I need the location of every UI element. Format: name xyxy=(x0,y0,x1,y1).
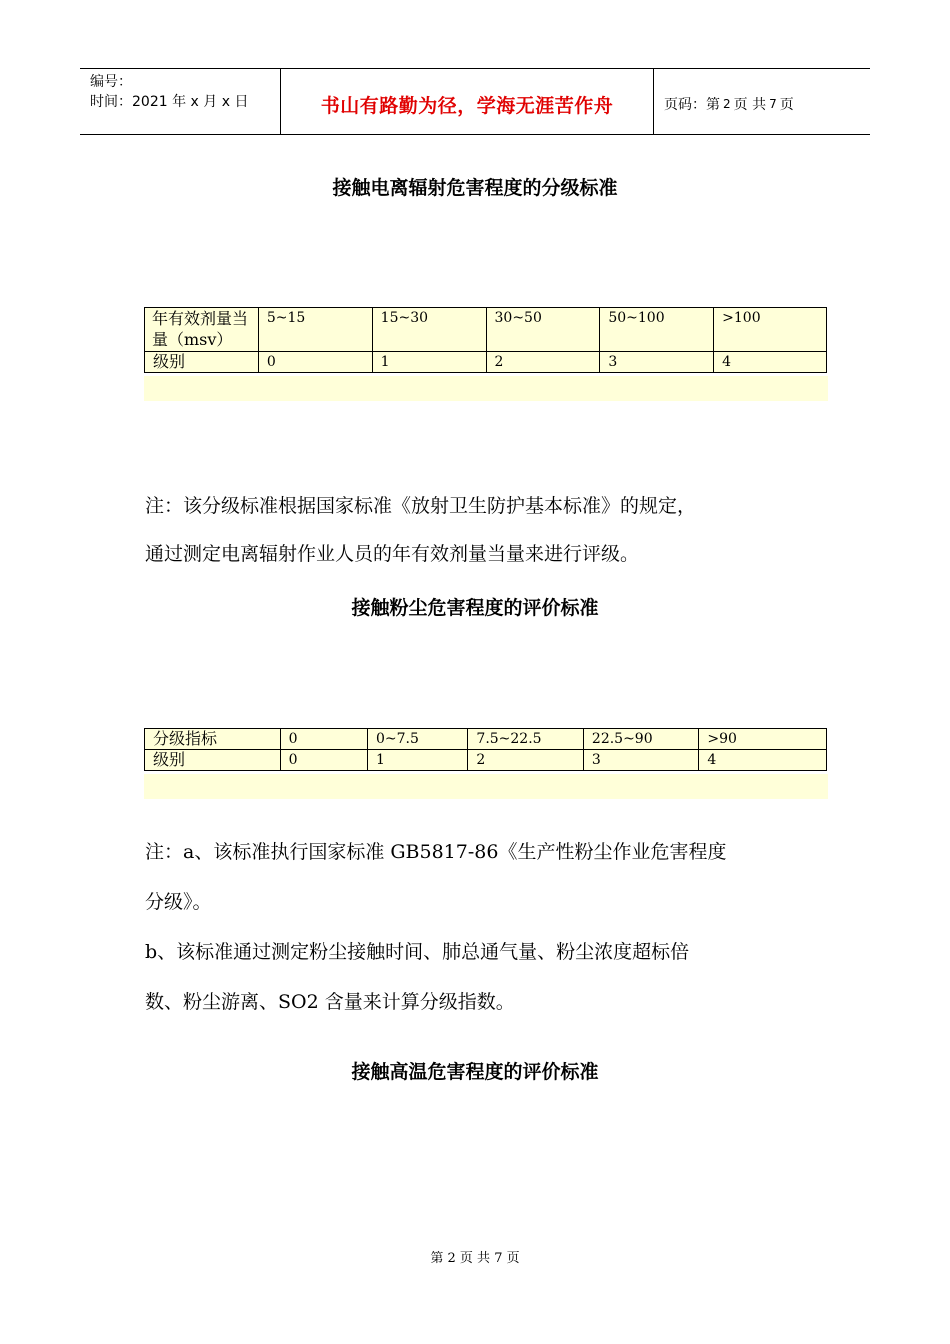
note-line: 注：该分级标准根据国家标准《放射卫生防护基本标准》的规定， xyxy=(145,495,697,517)
table-cell: 级别 xyxy=(145,750,281,771)
table-cell: 分级指标 xyxy=(145,729,281,750)
table-cell: 5~15 xyxy=(258,308,372,352)
table-cell: 2 xyxy=(486,352,600,373)
table-cell: 2 xyxy=(468,750,584,771)
page-mid: 页 共 xyxy=(733,96,767,113)
note-line: 数、粉尘游离、SO2 含量来计算分级指数。 xyxy=(145,991,515,1013)
table-cell: 15~30 xyxy=(372,308,486,352)
section3-title: 接触高温危害程度的评价标准 xyxy=(351,1061,599,1083)
table-cell: 7.5~22.5 xyxy=(468,729,584,750)
table-cell: 0 xyxy=(280,750,367,771)
note-line: 注：a、该标准执行国家标准 GB5817-86《生产性粉尘作业危害程度 xyxy=(145,841,727,863)
table-cell: 级别 xyxy=(145,352,259,373)
serial-label: 编号： xyxy=(90,74,132,90)
section1-title: 接触电离辐射危害程度的分级标准 xyxy=(332,177,618,199)
note-line: 通过测定电离辐射作业人员的年有效剂量当量来进行评级。 xyxy=(145,543,640,565)
table-cell: 年有效剂量当量（msv） xyxy=(145,308,259,352)
table-cell: 1 xyxy=(367,750,467,771)
time-label: 时间：2021 年 x 月 x 日 xyxy=(90,94,249,110)
page-suffix: 页 xyxy=(779,96,794,113)
table-cell: 4 xyxy=(714,352,827,373)
note-line: 分级》。 xyxy=(145,891,212,913)
table-cell: 0 xyxy=(280,729,367,750)
table-cell: 3 xyxy=(583,750,699,771)
table-row xyxy=(145,729,827,750)
table-cell: >100 xyxy=(714,308,827,352)
table-cell: 0 xyxy=(258,352,372,373)
table-cell: 3 xyxy=(600,352,714,373)
table-cell: >90 xyxy=(699,729,827,750)
note-line: b、该标准通过测定粉尘接触时间、肺总通气量、粉尘浓度超标倍 xyxy=(145,941,690,963)
table-cell: 50~100 xyxy=(600,308,714,352)
table-cell: 22.5~90 xyxy=(583,729,699,750)
table-cell: 30~50 xyxy=(486,308,600,352)
section2-note xyxy=(145,827,810,1027)
header-page-number xyxy=(654,69,870,134)
table-shading xyxy=(144,376,828,401)
table-cell: 0~7.5 xyxy=(367,729,467,750)
page-prefix: 页码：第 xyxy=(664,96,720,113)
header-motto: 书山有路勤为径，学海无涯苦作舟 xyxy=(281,69,654,134)
page-footer: 第 2 页 共 7 页 xyxy=(430,1251,520,1266)
table-shading xyxy=(144,774,828,799)
page-header xyxy=(80,68,870,135)
dust-table xyxy=(144,728,827,771)
page-current: 2 xyxy=(723,96,731,111)
table-cell: 4 xyxy=(699,750,827,771)
table-row xyxy=(145,352,827,373)
section2-title: 接触粉尘危害程度的评价标准 xyxy=(351,597,599,619)
page-total: 7 xyxy=(769,96,777,111)
section1-note xyxy=(145,482,810,578)
header-meta xyxy=(80,69,281,134)
table-row xyxy=(145,308,827,352)
table-row xyxy=(145,750,827,771)
radiation-table xyxy=(144,307,827,373)
table-cell: 1 xyxy=(372,352,486,373)
